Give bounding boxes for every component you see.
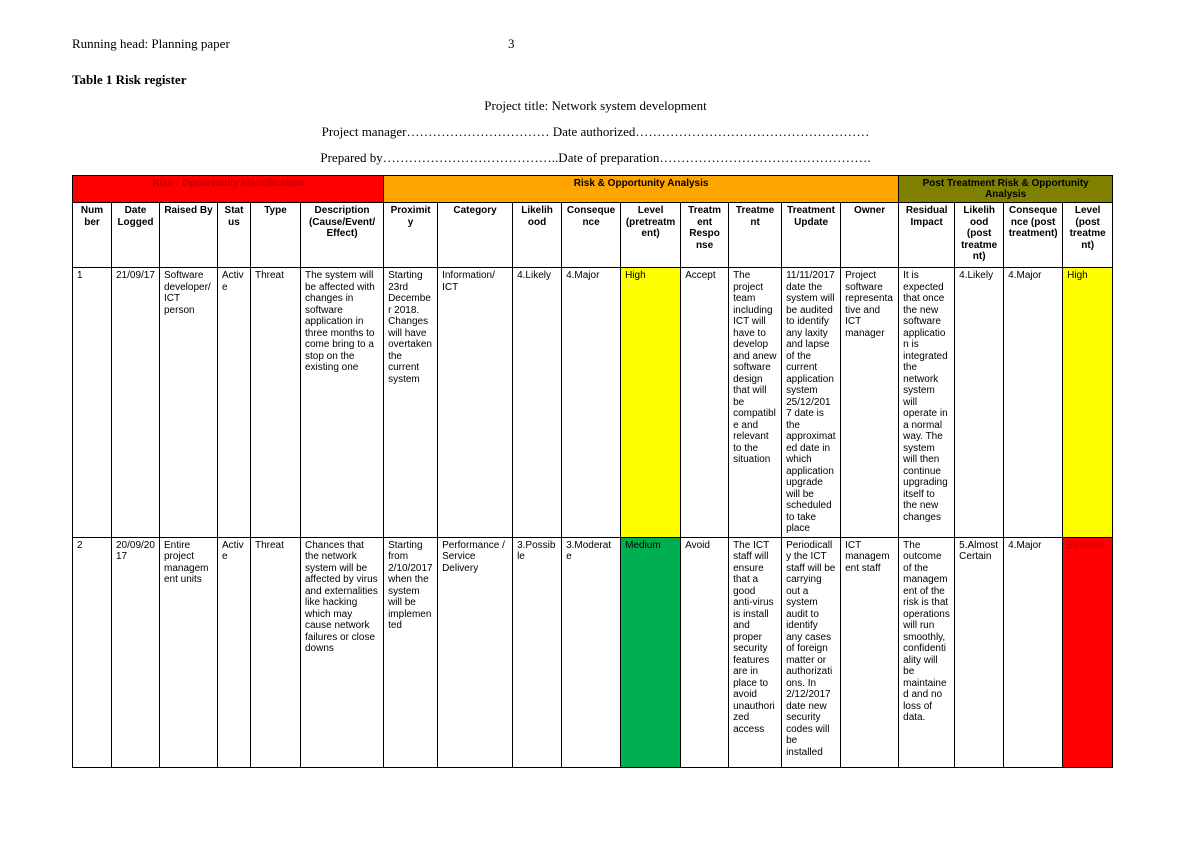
col-header: Level (pretreatm ent) (621, 203, 681, 268)
col-header: Likelih ood (post treatme nt) (955, 203, 1004, 268)
col-header: Num ber (73, 203, 112, 268)
running-head: Running head: Planning paper (72, 36, 230, 51)
cell-description: Chances that the network system will be affected by virus and externalities like hacking which may cause network failures or close downs (301, 537, 384, 767)
col-header: Description (Cause/Event/ Effect) (301, 203, 384, 268)
cell-level-pre: High (621, 268, 681, 538)
cell-treatment-update: 11/11/2017 date the system will be audited to identify any laxity and lapse of the current application system 25/12/2017 date is the approximated date in which application upgrade will be scheduled to take place (782, 268, 841, 538)
cell-date-logged: 21/09/17 (112, 268, 160, 538)
cell-level-post: High (1063, 268, 1113, 538)
cell-owner: ICT management staff (841, 537, 899, 767)
col-header: Treatment Update (782, 203, 841, 268)
cell-level-post: Extreme (1063, 537, 1113, 767)
cell-likelihood-post: 4.Likely (955, 268, 1004, 538)
cell-residual-impact: It is expected that once the new software application is integrated the network system will operate in a normal way. The system will then continue upgrading itself to the new changes (899, 268, 955, 538)
cell-consequence: 4.Major (562, 268, 621, 538)
cell-status: Active (218, 537, 251, 767)
cell-likelihood: 3.Possible (513, 537, 562, 767)
cell-likelihood-post: 5.Almost Certain (955, 537, 1004, 767)
cell-consequence: 3.Moderate (562, 537, 621, 767)
col-header: Treatme nt (729, 203, 782, 268)
col-header: Residual Impact (899, 203, 955, 268)
cell-raised-by: Entire project management units (160, 537, 218, 767)
column-header-row (73, 203, 1113, 268)
col-header: Likelih ood (513, 203, 562, 268)
cell-category: Performance / Service Delivery (438, 537, 513, 767)
cell-type: Threat (251, 268, 301, 538)
cell-consequence-post: 4.Major (1004, 268, 1063, 538)
risk-register-table (72, 175, 1113, 768)
section-analysis: Risk & Opportunity Analysis (384, 176, 899, 203)
col-header: Type (251, 203, 301, 268)
cell-description: The system will be affected with changes in software application in three months to come bring to a stop on the existing one (301, 268, 384, 538)
cell-treatment: The ICT staff will ensure that a good anti-virus is install and proper security features are in place to avoid unauthorized access (729, 537, 782, 767)
cell-number: 1 (73, 268, 112, 538)
prepared-line: Prepared by…………………………………..Date of preparation…………………………………………. (320, 150, 871, 165)
cell-type: Threat (251, 537, 301, 767)
col-header: Treatm ent Respo nse (681, 203, 729, 268)
cell-number: 2 (73, 537, 112, 767)
cell-date-logged: 20/09/2017 (112, 537, 160, 767)
cell-proximity: Starting from 2/10/2017 when the system will be implemented (384, 537, 438, 767)
col-header: Owner (841, 203, 899, 268)
table-caption: Table 1 Risk register (72, 72, 187, 87)
cell-response: Accept (681, 268, 729, 538)
col-header: Date Logged (112, 203, 160, 268)
cell-owner: Project software representative and ICT manager (841, 268, 899, 538)
cell-raised-by: Software developer/ ICT person (160, 268, 218, 538)
col-header: Category (438, 203, 513, 268)
col-header: Stat us (218, 203, 251, 268)
manager-line: Project manager…………………………… Date authorized……………………………………………… (321, 124, 870, 139)
project-title: Project title: Network system development (484, 98, 707, 113)
cell-proximity: Starting 23rd December 2018. Changes will have overtaken the current system (384, 268, 438, 538)
col-header: Conseque nce (post treatment) (1004, 203, 1063, 268)
cell-response: Avoid (681, 537, 729, 767)
cell-category: Information/ ICT (438, 268, 513, 538)
section-header-row (73, 176, 1113, 203)
cell-consequence-post: 4.Major (1004, 537, 1063, 767)
col-header: Conseque nce (562, 203, 621, 268)
section-post-treatment: Post Treatment Risk & Opportunity Analysis (899, 176, 1113, 203)
col-header: Proximit y (384, 203, 438, 268)
cell-level-pre: Medium (621, 537, 681, 767)
table-row (73, 268, 1113, 538)
cell-residual-impact: The outcome of the management of the risk is that operations will run smoothly, confidentiality will be maintained and no loss of data. (899, 537, 955, 767)
cell-treatment: The project team including ICT will have to develop and anew software design that will be compatible and relevant to the situation (729, 268, 782, 538)
table-row (73, 537, 1113, 767)
col-header: Level (post treatme nt) (1063, 203, 1113, 268)
col-header: Raised By (160, 203, 218, 268)
page-number: 3 (508, 36, 515, 51)
cell-likelihood: 4.Likely (513, 268, 562, 538)
cell-treatment-update: Periodically the ICT staff will be carrying out a system audit to identify any cases of foreign matter or authorizations. In 2/12/2017 date new security codes will be installed (782, 537, 841, 767)
section-identification: Risk / Opportunity Identification (73, 176, 384, 203)
cell-status: Active (218, 268, 251, 538)
